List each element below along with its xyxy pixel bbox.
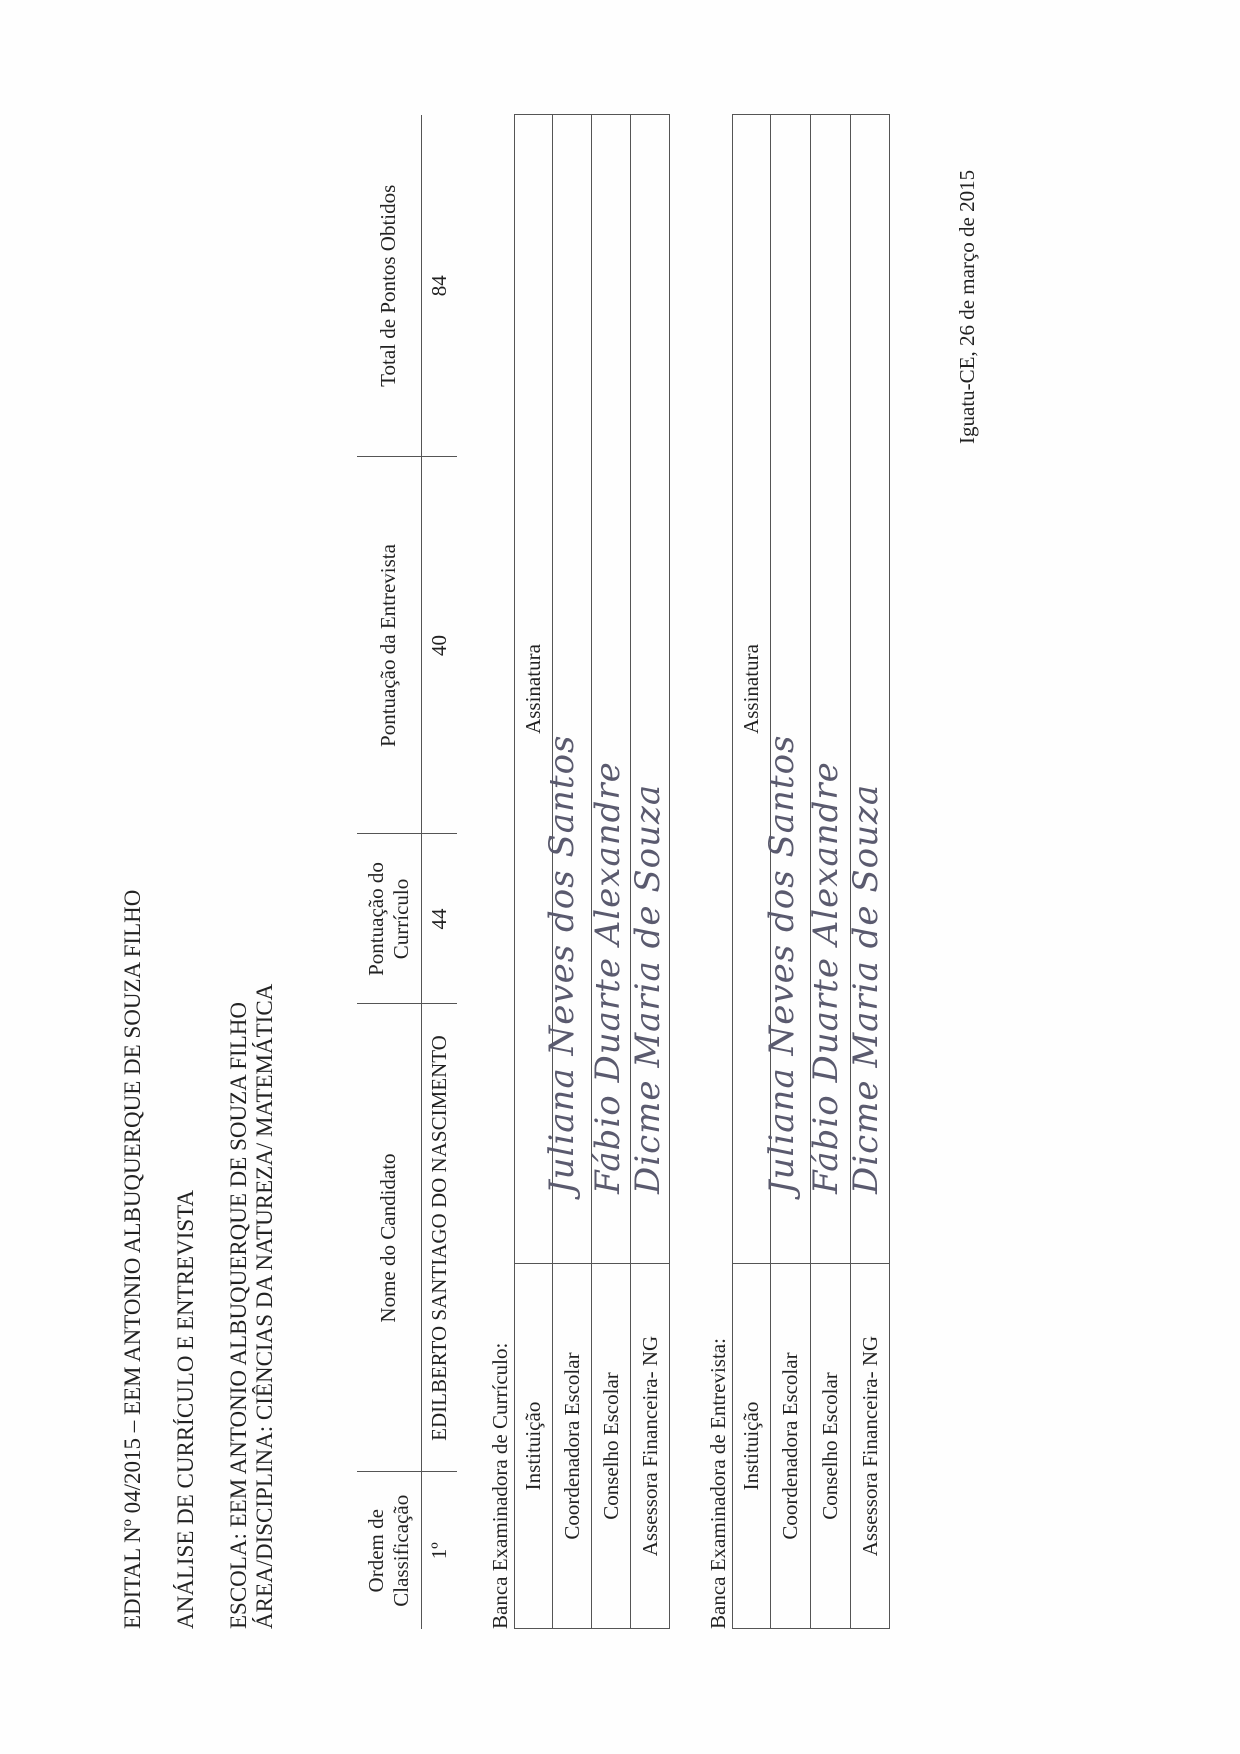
header-curriculo — [357, 834, 421, 1004]
header-ordem-line2: Classificação — [388, 1494, 413, 1607]
signature-dicme-curriculo: Dicme Maria de Souza — [628, 783, 668, 1194]
banca-curriculo-col-instituicao: Instituição — [515, 1264, 553, 1629]
header-nome: Nome do Candidato — [357, 1004, 421, 1472]
signature-fabio-entrevista: Fábio Duarte Alexandre — [806, 761, 846, 1194]
banca-curriculo-instituicao-3: Assessora Financeira- NG — [631, 1264, 670, 1629]
local-date: Iguatu-CE, 26 de março de 2015 — [955, 169, 979, 444]
banca-entrevista-col-instituicao: Instituição — [733, 1264, 771, 1629]
analise-title: ANÁLISE DE CURRÍCULO E ENTREVISTA — [173, 1190, 198, 1629]
results-header-row — [357, 115, 421, 1629]
cell-ordem: 1º — [421, 1472, 457, 1629]
header-ordem — [357, 1472, 421, 1629]
cell-total: 84 — [421, 115, 457, 457]
banca-curriculo-title: Banca Examinadora de Currículo: — [488, 1342, 512, 1629]
header-ordem-line1: Ordem de — [363, 1509, 388, 1593]
edital-title: EDITAL Nº 04/2015 – EEM ANTONIO ALBUQUERQUE DE SOUZA FILHO — [120, 889, 145, 1629]
table-row — [421, 115, 457, 1629]
banca-curriculo-instituicao-2: Conselho Escolar — [592, 1264, 631, 1629]
header-total: Total de Pontos Obtidos — [357, 115, 421, 457]
results-table — [357, 115, 457, 1629]
cell-nome: EDILBERTO SANTIAGO DO NASCIMENTO — [421, 1004, 457, 1472]
banca-entrevista-instituicao-1: Coordenadora Escolar — [771, 1264, 811, 1629]
signature-fabio-curriculo: Fábio Duarte Alexandre — [588, 761, 628, 1194]
cell-curriculo: 44 — [421, 834, 457, 1004]
signature-juliana-curriculo: Juliana Neves dos Santos — [542, 734, 582, 1194]
banca-entrevista-title: Banca Examinadora de Entrevista: — [706, 1338, 730, 1629]
banca-entrevista-col-assinatura: Assinatura — [733, 115, 771, 1264]
escola-line: ESCOLA: EEM ANTONIO ALBUQUERQUE DE SOUZA FILHO — [226, 1002, 251, 1629]
header-curriculo-line1: Pontuação do — [363, 862, 388, 976]
area-line: ÁREA/DISCIPLINA: CIÊNCIAS DA NATUREZA/ MATEMÁTICA — [252, 983, 277, 1629]
header-entrevista: Pontuação da Entrevista — [357, 457, 421, 834]
header-curriculo-line2: Currículo — [388, 878, 413, 960]
banca-curriculo-col-assinatura: Assinatura — [515, 115, 553, 1264]
banca-curriculo-instituicao-1: Coordenadora Escolar — [553, 1264, 592, 1629]
signature-juliana-entrevista: Juliana Neves dos Santos — [762, 734, 802, 1194]
banca-entrevista-instituicao-2: Conselho Escolar — [811, 1264, 851, 1629]
cell-entrevista: 40 — [421, 457, 457, 834]
banca-entrevista-instituicao-3: Assessora Financeira- NG — [851, 1264, 890, 1629]
signature-dicme-entrevista: Dicme Maria de Souza — [846, 783, 886, 1194]
